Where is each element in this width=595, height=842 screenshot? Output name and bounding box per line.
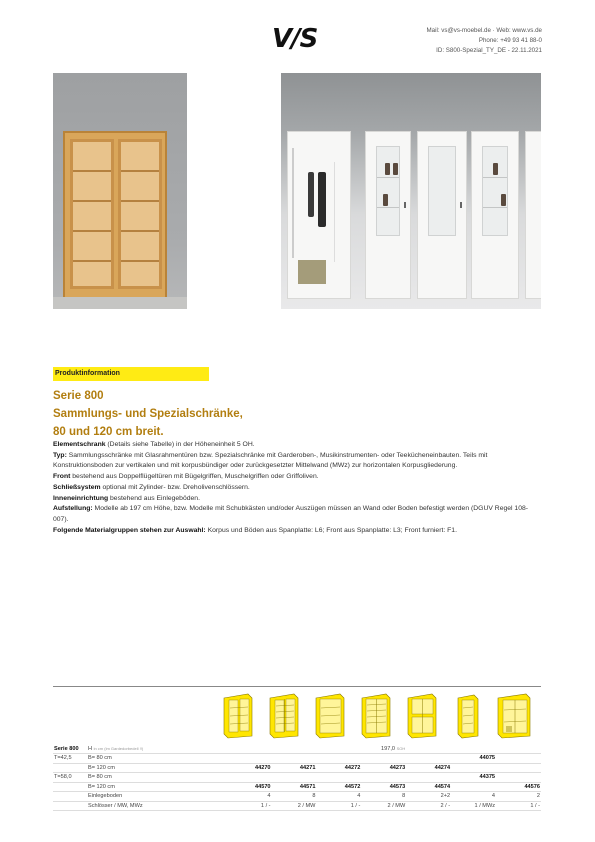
document-id: ID: S800-Spezial_TY_DE - 22.11.2021 [436, 47, 542, 54]
wood-cabinet-illustration [63, 131, 167, 301]
title-line-1: Serie 800 [53, 390, 104, 402]
contact-mail-web: Mail: vs@vs-moebel.de · Web: www.vs.de [426, 27, 542, 34]
vs-logo: V/S [272, 24, 318, 54]
cabinet-icon-44271 [264, 690, 304, 740]
photo-wood-cabinet [53, 73, 187, 309]
page-title [53, 387, 243, 441]
glass-cabinet-2 [417, 131, 467, 299]
cabinet-icon-44272 [310, 690, 350, 740]
para-materials: Folgende Materialgruppen stehen zur Auswahl: Korpus und Böden aus Spanplatte: L6; Front aus Spanplatte: L3; Front furniert: F1. [53, 526, 457, 534]
cabinet-icon-44270 [218, 690, 258, 740]
table-header-row: Serie 800 H in cm (im Gardedorbedell !!) 197,0 SOH [53, 744, 541, 754]
table-row: T=42,5 B= 80 cm 44075 [53, 754, 541, 764]
section-label: Produktinformation [53, 367, 209, 381]
contact-phone: Phone: +49 93 41 88-0 [478, 37, 542, 44]
para-lock: Schließsystem optional mit Zylinder- bzw. Dreholivenschlössern. [53, 483, 250, 491]
para-element: Elementschrank (Details siehe Tabelle) in der Höheneinheit 5 OH. [53, 441, 255, 448]
para-front: Front bestehend aus Doppelflügeltüren mit Bügelgriffen, Muschelgriffen oder Griffoliven. [53, 473, 319, 481]
table-row: Schlösser / MW, MWz 1 / - 2 / MW 1 / - 2 / MW 2 / - 1 / MWz 1 / - [53, 801, 541, 811]
cabinet-icon-44075 [448, 690, 488, 740]
glass-cabinet-4 [525, 131, 541, 299]
para-installation: Aufstellung: Modelle ab 197 cm Höhe, bzw. Modelle mit Schubkästen und/oder Auszügen müssen an Wand oder Boden befestigt werden (DGUV Regel 108-007). [53, 505, 529, 523]
table-row: B= 120 cm 44270 44271 44272 44273 44274 [53, 763, 541, 773]
para-type: Typ: Sammlungsschränke mit Glasrahmentüren bzw. Spezialschränke mit Garderoben-, Musikinstrumenten- oder Teekücheneinbauten. Teils mit Konstruktionsboden zur vertikalen und mit korpusbündiger oder zurückgesetzter Mittelwand (MWz) zur horizontalen Korpusgliederung. [53, 451, 488, 470]
glass-cabinet-3 [471, 131, 519, 299]
title-line-2: Sammlungs- und Spezialschränke, [53, 408, 243, 420]
contact-block [426, 26, 542, 56]
title-line-3: 80 und 120 cm breit. [53, 426, 164, 438]
table-row: B= 120 cm 44570 44571 44572 44573 44574 44576 [53, 782, 541, 792]
description [53, 440, 543, 536]
photo-white-cabinets [281, 73, 541, 309]
cabinet-icon-44273 [356, 690, 396, 740]
wardrobe-cabinet-illustration [287, 131, 351, 299]
table-top-rule [53, 686, 541, 687]
cabinet-icon-44576 [494, 690, 534, 740]
glass-cabinet-1 [365, 131, 411, 299]
table-row: T=58,0 B= 80 cm 44375 [53, 773, 541, 783]
cabinet-icon-44274 [402, 690, 442, 740]
spec-table [53, 744, 541, 811]
table-row: Einlegeboden 4 8 4 8 2+2 4 2 [53, 792, 541, 802]
para-interior: Inneneinrichtung bestehend aus Einlegeböden. [53, 494, 200, 502]
